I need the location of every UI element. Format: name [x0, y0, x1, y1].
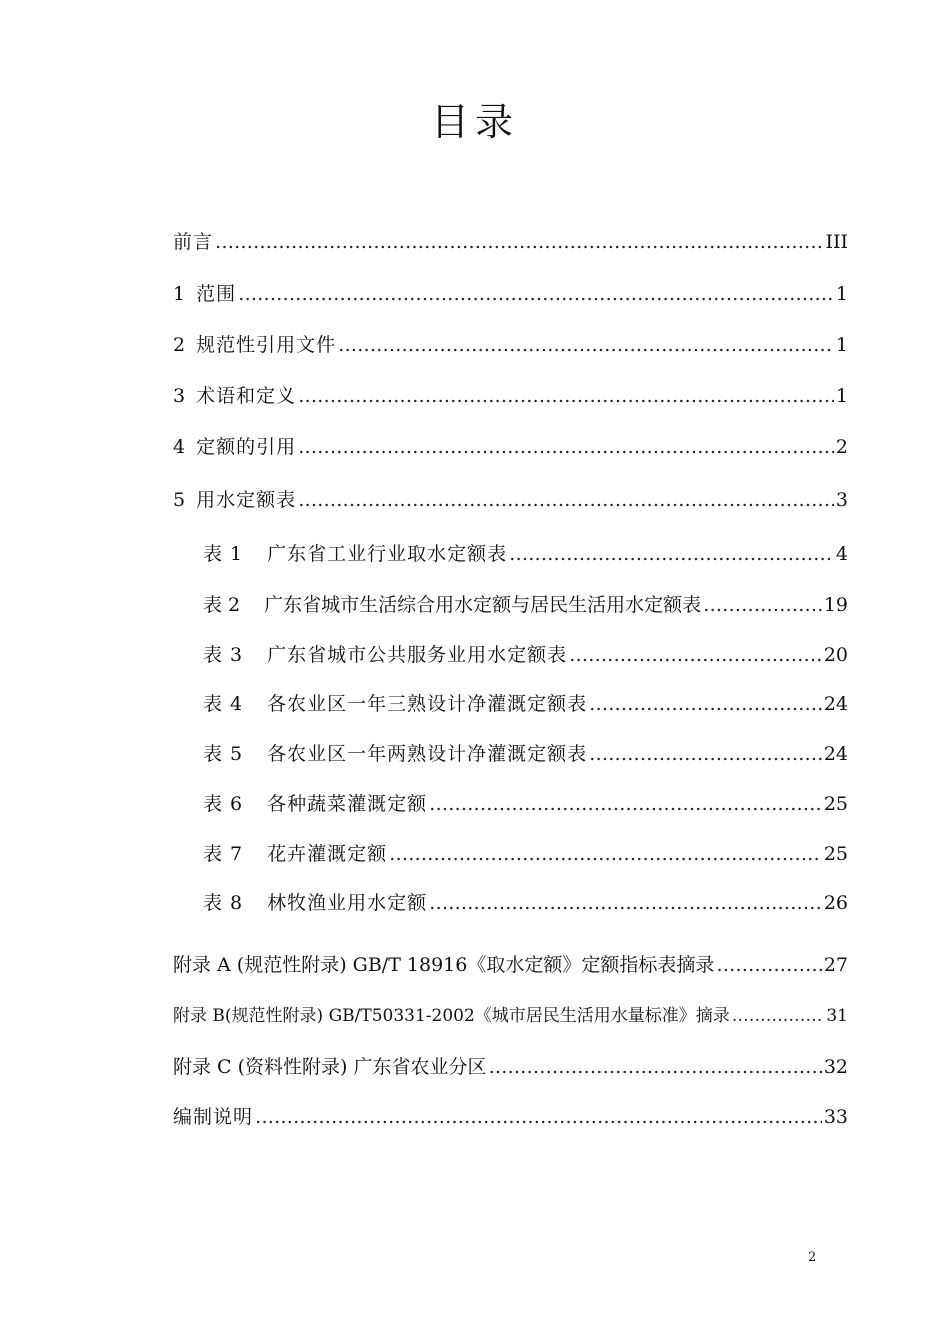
toc-entry-label: 前言	[173, 231, 214, 253]
toc-table-number: 表 7	[203, 843, 244, 865]
toc-leader-dots	[298, 433, 834, 461]
toc-entry-page: 4	[835, 543, 848, 565]
toc-entry-appendix-a[interactable]	[173, 951, 848, 979]
toc-entry-page: 24	[823, 743, 848, 765]
toc-entry-number: 1	[173, 283, 187, 305]
toc-entry-text: 各农业区一年两熟设计净灌溉定额表	[267, 743, 588, 765]
toc-leader-dots	[703, 591, 822, 619]
toc-entry-label	[173, 486, 296, 514]
toc-entry-page: 31	[826, 1006, 848, 1026]
toc-entry-page: 1	[835, 283, 848, 305]
toc-entry-quota-tables[interactable]	[173, 486, 848, 514]
toc-leader-dots	[429, 790, 822, 818]
toc-entry-page: 20	[823, 644, 848, 666]
toc-leader-dots	[429, 889, 822, 917]
toc-entry-text: 规范性引用文件	[196, 334, 337, 356]
toc-leader-dots	[488, 1053, 821, 1081]
toc-entry-label	[203, 641, 567, 669]
toc-leader-dots	[569, 641, 822, 669]
toc-entry-page: 1	[835, 334, 848, 356]
toc-entry-page: 19	[823, 594, 848, 616]
toc-leader-dots	[716, 951, 821, 979]
toc-entry-appendix-b[interactable]	[173, 1002, 848, 1030]
toc-entry-text: 各种蔬菜灌溉定额	[267, 793, 428, 815]
toc-entry-number: 4	[173, 436, 187, 458]
toc-leader-dots	[389, 840, 822, 868]
toc-entry-text: 广东省工业行业取水定额表	[267, 543, 508, 565]
toc-entry-number: 2	[173, 334, 187, 356]
toc-entry-page: 32	[823, 1056, 848, 1078]
toc-leader-dots	[238, 280, 834, 308]
toc-entry-scope[interactable]	[173, 280, 848, 308]
toc-entry-page: 26	[823, 892, 848, 914]
toc-table-number: 表 3	[203, 644, 244, 666]
toc-entry-table-1[interactable]	[203, 540, 848, 568]
toc-entry-page: 27	[823, 954, 848, 976]
toc-entry-page: 1	[835, 385, 848, 407]
toc-table-number: 表 1	[203, 543, 244, 565]
toc-entry-label	[203, 591, 701, 619]
toc-entry-table-7[interactable]	[203, 840, 848, 868]
toc-table-number: 表 6	[203, 793, 244, 815]
toc-entry-page: 33	[823, 1106, 848, 1128]
toc-entry-compilation-notes[interactable]	[173, 1103, 848, 1131]
toc-entry-label: 附录 C (资料性附录) 广东省农业分区	[173, 1056, 487, 1078]
toc-entry-table-8[interactable]	[203, 889, 848, 917]
toc-leader-dots	[589, 690, 822, 718]
toc-leader-dots	[338, 331, 834, 359]
toc-entry-table-2[interactable]	[203, 591, 848, 619]
toc-entry-page: 3	[835, 489, 848, 511]
toc-leader-dots	[255, 1103, 822, 1131]
toc-entry-quota-reference[interactable]	[173, 433, 848, 461]
toc-entry-text: 林牧渔业用水定额	[267, 892, 428, 914]
toc-entry-label	[203, 740, 587, 768]
toc-entry-page: 25	[823, 793, 848, 815]
toc-entry-label	[173, 280, 236, 308]
toc-leader-dots	[732, 1002, 825, 1030]
toc-entry-terms-definitions[interactable]	[173, 382, 848, 410]
toc-entry-preface[interactable]	[173, 228, 848, 256]
toc-entry-label	[173, 433, 296, 461]
toc-entry-label	[173, 331, 336, 359]
toc-entry-appendix-c[interactable]	[173, 1053, 848, 1081]
toc-table-number: 表 5	[203, 743, 244, 765]
toc-leader-dots	[298, 382, 834, 410]
toc-entry-text: 各农业区一年三熟设计净灌溉定额表	[267, 693, 588, 715]
toc-entry-page: 24	[823, 693, 848, 715]
toc-leader-dots	[589, 740, 822, 768]
toc-entry-table-5[interactable]	[203, 740, 848, 768]
page-number: 2	[808, 1250, 817, 1265]
toc-leader-dots	[509, 540, 834, 568]
toc-entry-text: 广东省城市生活综合用水定额与居民生活用水定额表	[264, 594, 702, 616]
toc-entry-number: 3	[173, 385, 187, 407]
toc-entry-table-3[interactable]	[203, 641, 848, 669]
toc-entry-page: III	[825, 231, 848, 253]
toc-entry-text: 范围	[196, 283, 237, 305]
toc-leader-dots	[215, 228, 823, 256]
page-title: 目录	[430, 100, 519, 144]
toc-entry-normative-references[interactable]	[173, 331, 848, 359]
toc-table-number: 表 4	[203, 693, 244, 715]
toc-entry-label	[173, 382, 296, 410]
toc-table-number: 表 2	[203, 594, 241, 616]
toc-entry-label	[203, 840, 387, 868]
toc-entry-label	[203, 540, 507, 568]
toc-entry-text: 定额的引用	[196, 436, 297, 458]
toc-entry-table-4[interactable]	[203, 690, 848, 718]
toc-entry-label	[203, 690, 587, 718]
toc-entry-label: 编制说明	[173, 1106, 254, 1128]
toc-entry-text: 广东省城市公共服务业用水定额表	[267, 644, 568, 666]
toc-entry-number: 5	[173, 489, 187, 511]
toc-entry-page: 25	[823, 843, 848, 865]
toc-entry-text: 用水定额表	[196, 489, 297, 511]
toc-entry-label: 附录 A (规范性附录) GB/T 18916《取水定额》定额指标表摘录	[173, 954, 715, 976]
toc-entry-page: 2	[835, 436, 848, 458]
toc-entry-label: 附录 B(规范性附录) GB/T50331-2002《城市居民生活用水量标准》摘录	[173, 1006, 730, 1026]
toc-entry-text: 花卉灌溉定额	[267, 843, 388, 865]
toc-entry-label	[203, 889, 427, 917]
toc-leader-dots	[298, 486, 834, 514]
toc-table-number: 表 8	[203, 892, 244, 914]
toc-entry-label	[203, 790, 427, 818]
toc-entry-text: 术语和定义	[196, 385, 297, 407]
toc-entry-table-6[interactable]	[203, 790, 848, 818]
